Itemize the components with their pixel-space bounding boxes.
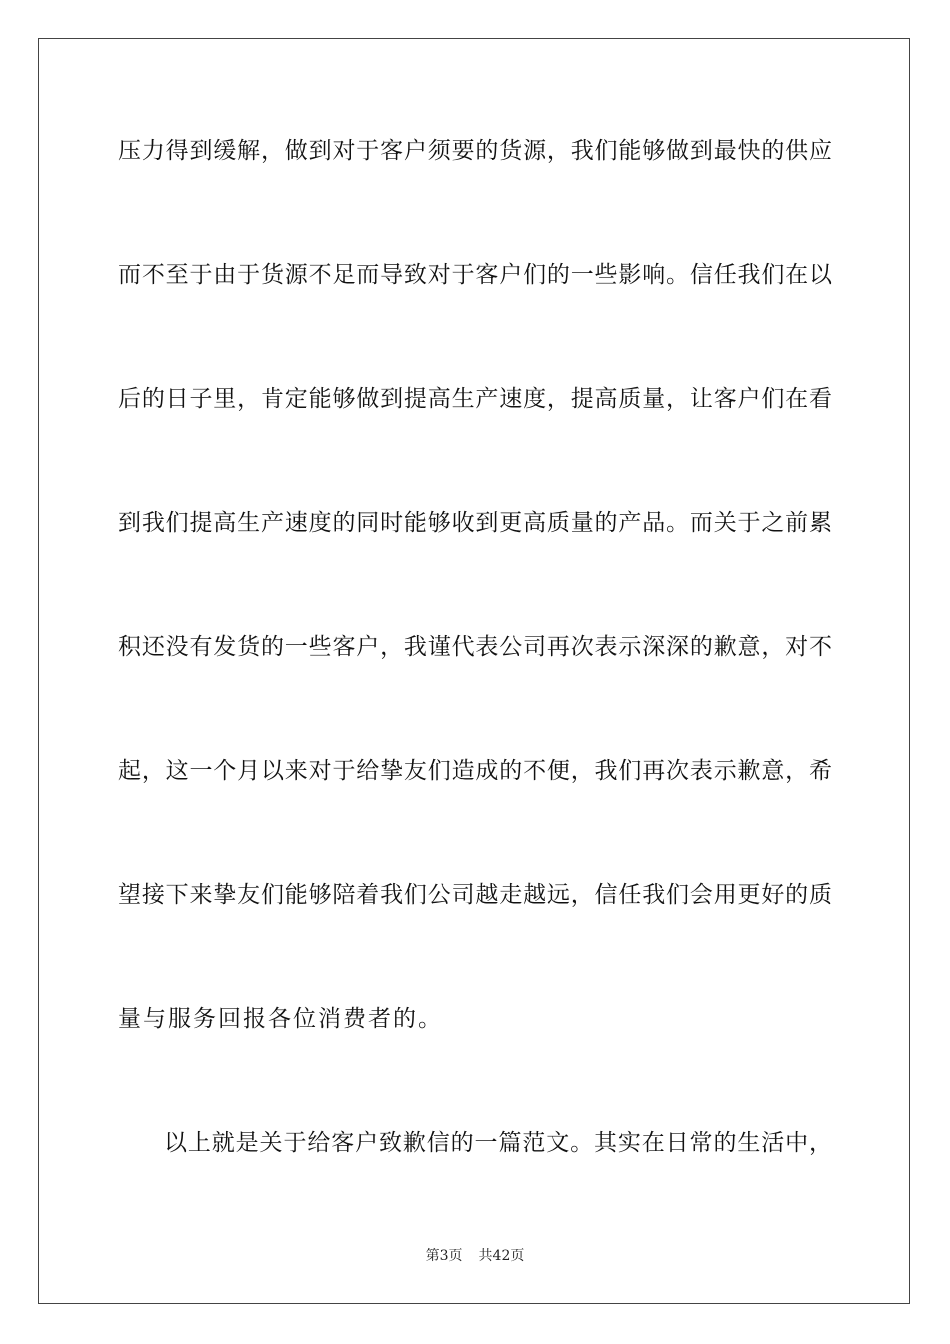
body-text-line: 望接下来挚友们能够陪着我们公司越走越远，信任我们会用更好的质: [118, 882, 832, 908]
page-total: 共42页: [478, 1248, 525, 1264]
page-border: [38, 38, 910, 1304]
body-text-line: 量与服务回报各位消费者的。: [118, 1006, 443, 1032]
page-footer: [0, 1247, 950, 1265]
body-text-line-indented: 以上就是关于给客户致歉信的一篇范文。其实在日常的生活中，: [164, 1130, 832, 1156]
body-text-line: 积还没有发货的一些客户，我谨代表公司再次表示深深的歉意，对不: [118, 634, 832, 660]
body-text-line: 到我们提高生产速度的同时能够收到更高质量的产品。而关于之前累: [118, 510, 832, 536]
body-text-line: 而不至于由于货源不足而导致对于客户们的一些影响。信任我们在以: [118, 262, 832, 288]
body-text-line: 压力得到缓解，做到对于客户须要的货源，我们能够做到最快的供应: [118, 138, 832, 164]
page-number: 第3页: [425, 1248, 463, 1264]
body-text-line: 后的日子里，肯定能够做到提高生产速度，提高质量，让客户们在看: [118, 386, 832, 412]
body-text-line: 起，这一个月以来对于给挚友们造成的不便，我们再次表示歉意，希: [118, 758, 832, 784]
